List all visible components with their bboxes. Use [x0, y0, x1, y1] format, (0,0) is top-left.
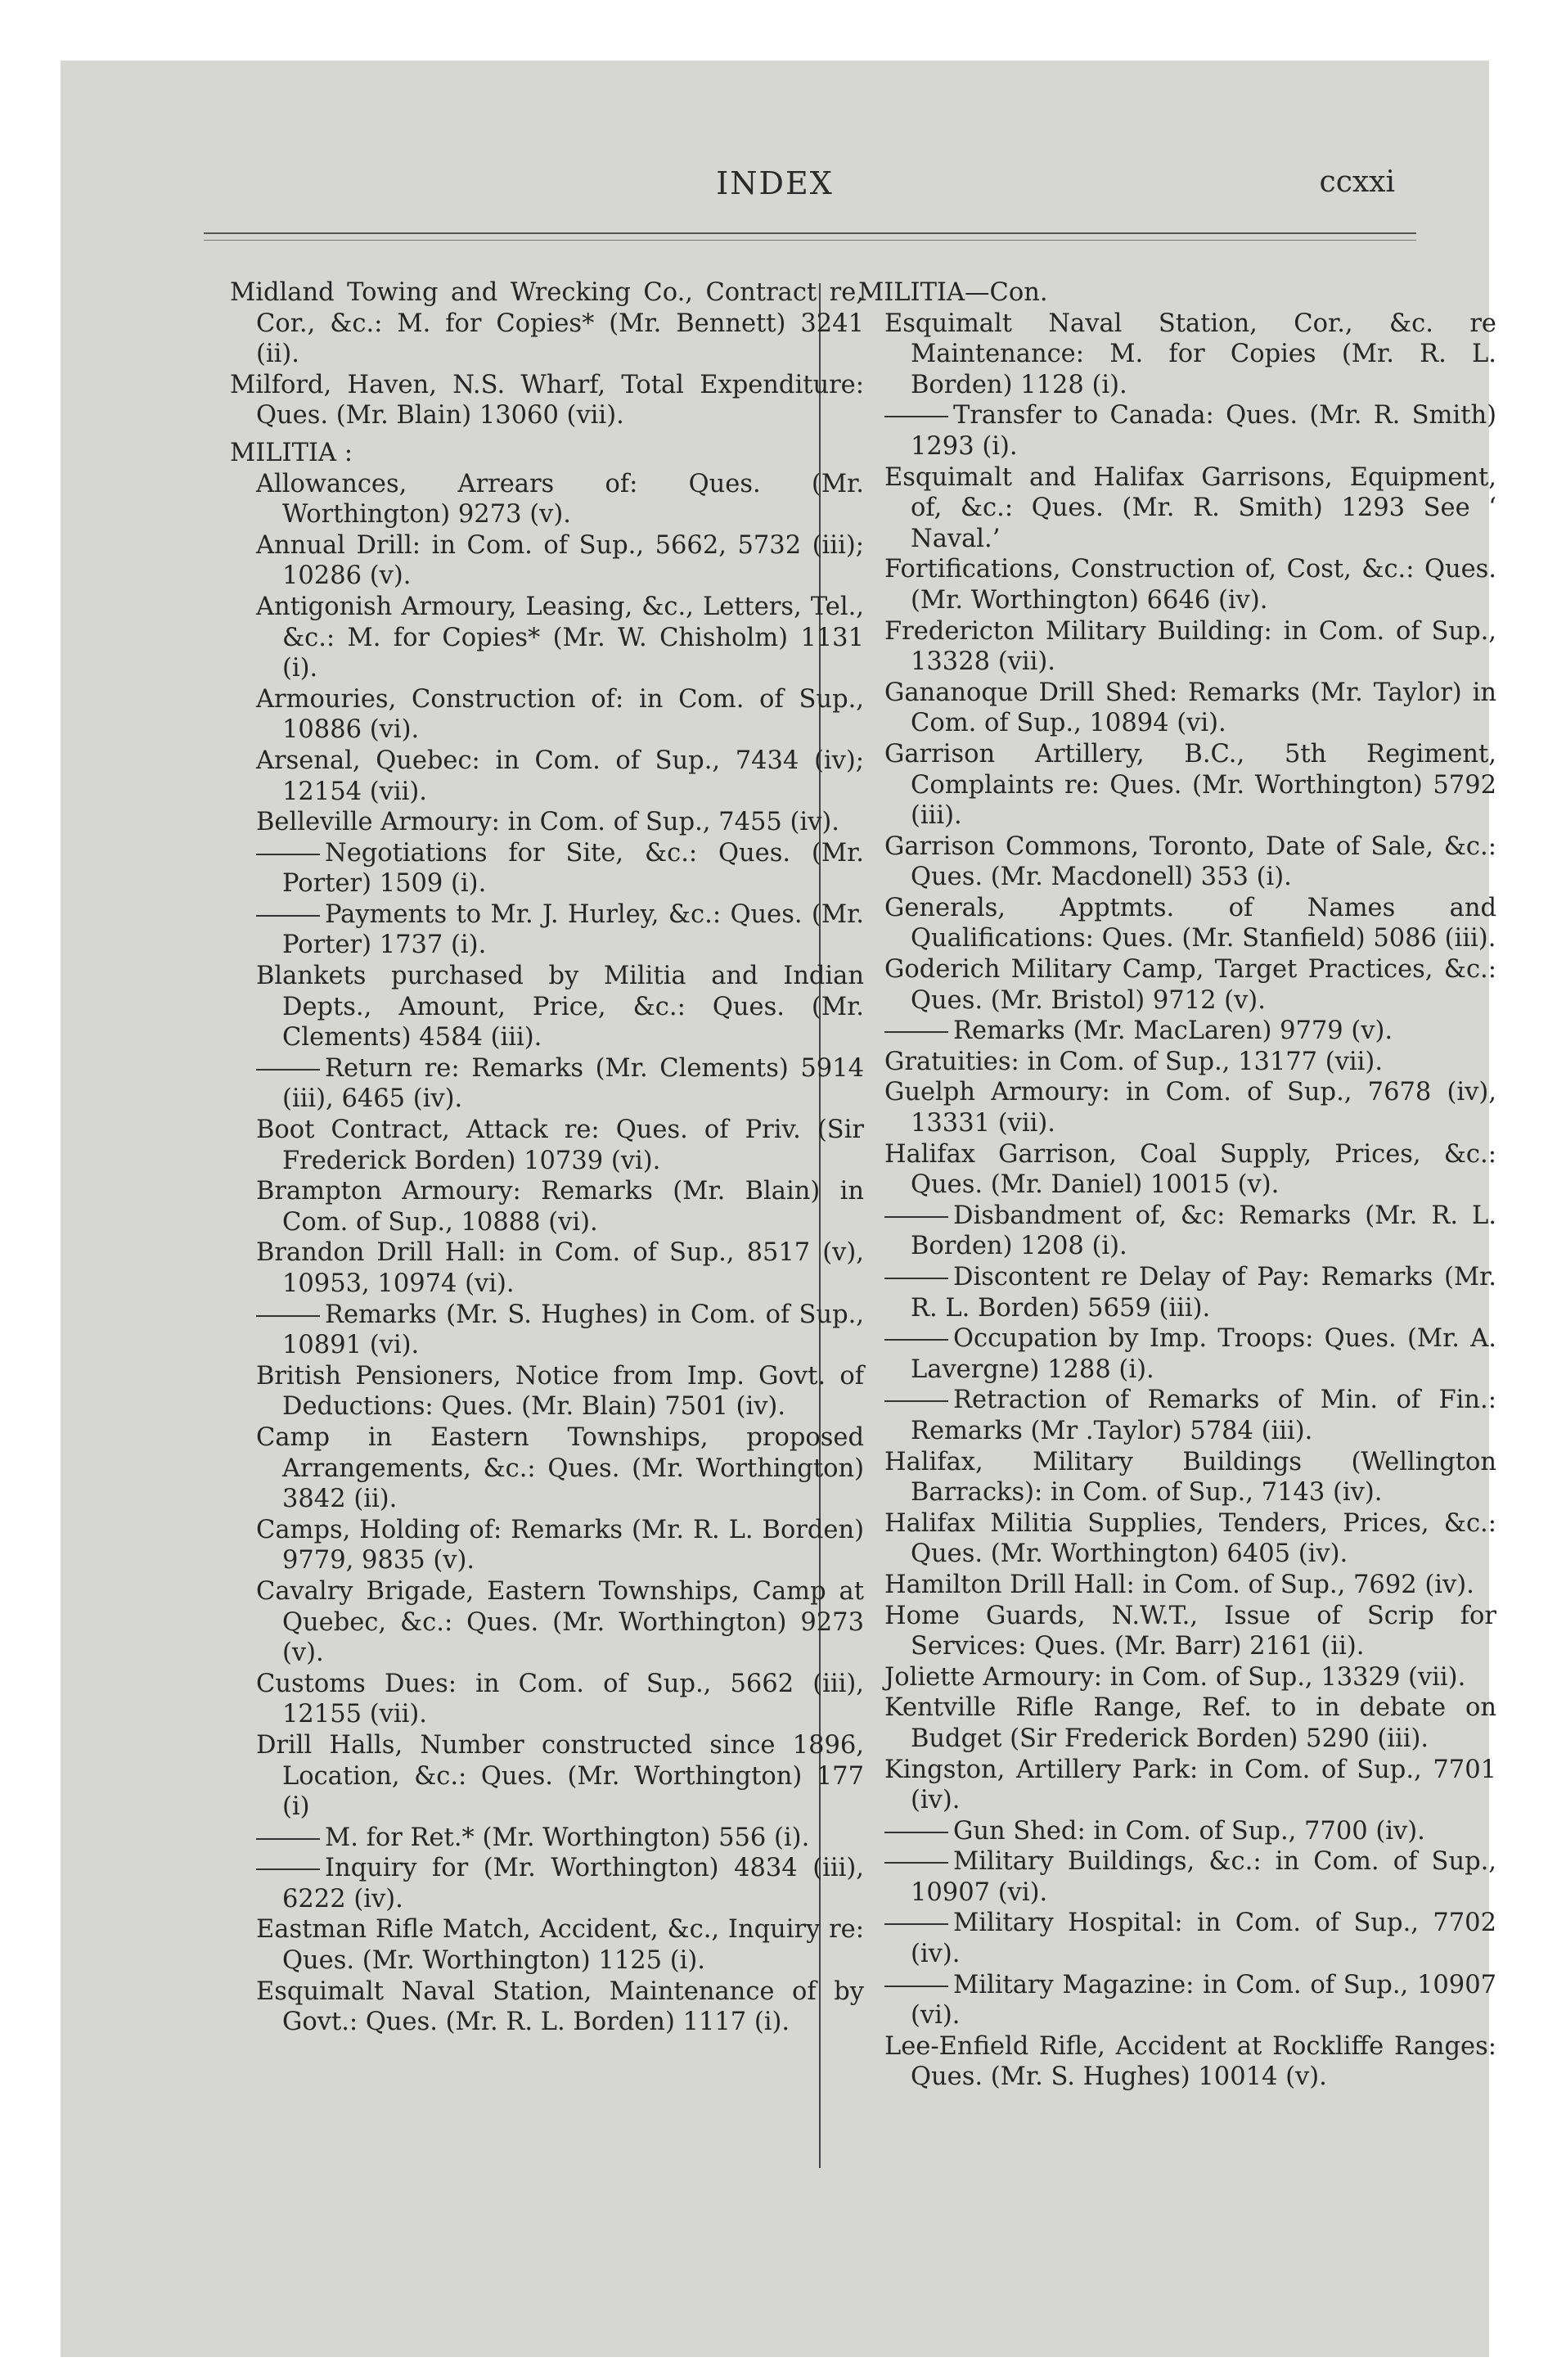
entry-text: Military Hospital: in Com. of Sup., 7702 (iv).: [911, 1909, 1496, 1969]
index-subentry: [884, 1846, 1496, 1908]
index-subentry: [884, 1816, 1496, 1847]
entry-text: Fortifications, Construction of, Cost, &c.: Ques. (Mr. Worthington) 6646 (iv).: [884, 555, 1496, 615]
index-subentry: [884, 1262, 1496, 1323]
entry-text: Goderich Military Camp, Target Practices, &c.: Ques. (Mr. Bristol) 9712 (v).: [884, 955, 1496, 1015]
ditto-dash: [884, 1986, 948, 1987]
entry-text: Boot Contract, Attack re: Ques. of Priv. (Sir Frederick Borden) 10739 (vi).: [256, 1116, 864, 1175]
index-entry: [256, 1115, 864, 1176]
ditto-dash: [884, 1216, 948, 1218]
entry-text: Belleville Armoury: in Com. of Sup., 7455 (iv).: [256, 808, 839, 837]
entry-text: Cavalry Brigade, Eastern Townships, Camp at Quebec, &c.: Ques. (Mr. Worthington) 9273 (v).: [256, 1576, 864, 1668]
entry-text: Kingston, Artillery Park: in Com. of Sup., 7701 (iv).: [884, 1755, 1496, 1815]
index-entry: [256, 1176, 864, 1237]
entry-text: Transfer to Canada: Ques. (Mr. R. Smith) 1293 (i).: [911, 401, 1496, 461]
entry-text: Arsenal, Quebec: in Com. of Sup., 7434 (iv); 12154 (vii).: [256, 746, 864, 806]
ditto-dash: [884, 416, 948, 417]
index-subentry: [884, 1908, 1496, 1969]
index-subentry: [256, 1300, 864, 1361]
entry-text: Inquiry for (Mr. Worthington) 4834 (iii), 6222 (iv).: [282, 1854, 864, 1913]
entry-text: Esquimalt Naval Station, Cor., &c. re Maintenance: M. for Copies (Mr. R. L. Borden) 1128 (i).: [884, 309, 1496, 399]
entry-text: Brandon Drill Hall: in Com. of Sup., 8517 (v), 10953, 10974 (vi).: [256, 1238, 864, 1298]
index-entry: [884, 893, 1496, 954]
index-subentry: [256, 1853, 864, 1914]
index-entry: [256, 1576, 864, 1669]
ditto-dash: [884, 1400, 948, 1402]
entry-text: Halifax, Military Buildings (Wellington Barracks): in Com. of Sup., 7143 (iv).: [884, 1447, 1496, 1508]
index-entry: [884, 954, 1496, 1016]
index-subentry: [884, 1323, 1496, 1385]
ditto-dash: [256, 1868, 320, 1870]
index-entry: [884, 1508, 1496, 1570]
index-entry: [884, 739, 1496, 832]
entry-text: Antigonish Armoury, Leasing, &c., Letters, Tel., &c.: M. for Copies* (Mr. W. Chisholm) 1131 (i).: [256, 592, 864, 683]
index-entry: [256, 807, 864, 838]
entry-text: Military Magazine: in Com. of Sup., 10907 (vi).: [911, 1970, 1496, 2031]
entry-text: Esquimalt and Halifax Garrisons, Equipment, of, &c.: Ques. (Mr. R. Smith) 1293 See ‘ Naval.’: [884, 462, 1496, 553]
entry-text: M. for Ret.* (Mr. Worthington) 556 (i).: [325, 1823, 810, 1852]
entry-text: Fredericton Military Building: in Com. of Sup., 13328 (vii).: [884, 616, 1496, 677]
ditto-dash: [256, 854, 320, 855]
index-entry: [884, 832, 1496, 893]
entry-text: Eastman Rifle Match, Accident, &c., Inquiry re: Ques. (Mr. Worthington) 1125 (i).: [256, 1915, 864, 1976]
entry-text: Annual Drill: in Com. of Sup., 5662, 5732 (iii); 10286 (v).: [256, 530, 864, 591]
ditto-dash: [884, 1923, 948, 1925]
entry-text: Lee-Enfield Rifle, Accident at Rockliffe Ranges: Ques. (Mr. S. Hughes) 10014 (v).: [884, 2031, 1496, 2092]
index-subentry: [256, 1823, 864, 1854]
entry-text: Remarks (Mr. S. Hughes) in Com. of Sup., 10891 (vi).: [282, 1300, 864, 1360]
entry-text: Allowances, Arrears of: Ques. (Mr. Worthington) 9273 (v).: [256, 469, 864, 530]
index-entry: [256, 1669, 864, 1730]
entry-text: Brampton Armoury: Remarks (Mr. Blain) in Com. of Sup., 10888 (vi).: [256, 1177, 864, 1237]
ditto-dash: [256, 915, 320, 917]
index-entry: Milford, Haven, N.S. Wharf, Total Expenditure: Ques. (Mr. Blain) 13060 (vii).: [230, 370, 864, 430]
index-entry: [884, 616, 1496, 678]
page-number: ccxxi: [1319, 165, 1395, 199]
index-subentry: [884, 400, 1496, 462]
index-entry: [884, 462, 1496, 555]
entry-text: Negotiations for Site, &c.: Ques. (Mr. Porter) 1509 (i).: [282, 838, 864, 899]
index-entry: [884, 1047, 1496, 1078]
entry-text: Remarks (Mr. MacLaren) 9779 (v).: [953, 1016, 1393, 1046]
entry-text: Gratuities: in Com. of Sup., 13177 (vii).: [884, 1047, 1384, 1076]
ditto-dash: [884, 1278, 948, 1279]
index-entry: [884, 2031, 1496, 2093]
entry-text: Generals, Apptmts. of Names and Qualifications: Ques. (Mr. Stanfield) 5086 (iii).: [884, 893, 1496, 953]
entry-text: Camps, Holding of: Remarks (Mr. R. L. Borden) 9779, 9835 (v).: [256, 1515, 864, 1575]
entry-text: Gun Shed: in Com. of Sup., 7700 (iv).: [953, 1816, 1425, 1846]
index-entry: [256, 1977, 864, 2038]
entry-text: Garrison Artillery, B.C., 5th Regiment, Complaints re: Ques. (Mr. Worthington) 5792 (iii).: [884, 739, 1496, 831]
index-entry: [884, 1077, 1496, 1138]
index-entry: [256, 1237, 864, 1299]
entry-text: Hamilton Drill Hall: in Com. of Sup., 7692 (iv).: [884, 1570, 1474, 1599]
entry-text: Drill Halls, Number constructed since 1896, Location, &c.: Ques. (Mr. Worthington) 177 (i): [256, 1730, 864, 1822]
entry-text: Kentville Rifle Range, Ref. to in debate on Budget (Sir Frederick Borden) 5290 (iii).: [884, 1693, 1496, 1753]
index-subentry: [256, 1053, 864, 1115]
entry-text: Armouries, Construction of: in Com. of Sup., 10886 (vi).: [256, 684, 864, 745]
page-header: [61, 165, 1489, 206]
index-entry: [256, 1914, 864, 1976]
index-subentry: [884, 1970, 1496, 2031]
index-entry: [256, 1422, 864, 1515]
entry-text: Halifax Militia Supplies, Tenders, Prices, &c.: Ques. (Mr. Worthington) 6405 (iv).: [884, 1508, 1496, 1569]
index-entry: [884, 1447, 1496, 1508]
entry-text: Home Guards, N.W.T., Issue of Scrip for Services: Ques. (Mr. Barr) 2161 (ii).: [884, 1601, 1496, 1661]
left-column: [230, 277, 864, 2038]
index-entry: [884, 1570, 1496, 1601]
index-entry: [256, 1730, 864, 1823]
index-entry: [884, 1662, 1496, 1693]
index-entry: [884, 1139, 1496, 1201]
militia-continued-list: [858, 309, 1496, 2093]
index-entry: [884, 1601, 1496, 1662]
index-subentry: [256, 838, 864, 899]
ditto-dash: [884, 1031, 948, 1033]
index-entry: [884, 309, 1496, 401]
page-title: INDEX: [716, 165, 834, 201]
militia-entry-list: [230, 469, 864, 2038]
index-entry: [884, 554, 1496, 615]
index-subentry: [884, 1201, 1496, 1262]
section-heading: MILITIA—Con.: [858, 278, 1048, 307]
index-subentry: [884, 1016, 1496, 1047]
entry-text: Retraction of Remarks of Min. of Fin.: Remarks (Mr .Taylor) 5784 (iii).: [911, 1386, 1496, 1445]
entry-text: Guelph Armoury: in Com. of Sup., 7678 (iv), 13331 (vii).: [884, 1078, 1496, 1138]
index-entry: [884, 1755, 1496, 1816]
entry-text: Halifax Garrison, Coal Supply, Prices, &c.: Ques. (Mr. Daniel) 10015 (v).: [884, 1139, 1496, 1200]
ditto-dash: [884, 1339, 948, 1341]
entry-text: Return re: Remarks (Mr. Clements) 5914 (iii), 6465 (iv).: [282, 1053, 864, 1114]
entry-text: Discontent re Delay of Pay: Remarks (Mr. R. L. Borden) 5659 (iii).: [911, 1263, 1496, 1323]
entry-text: Payments to Mr. J. Hurley, &c.: Ques. (Mr. Porter) 1737 (i).: [282, 899, 864, 960]
index-entry: [256, 469, 864, 530]
index-entry: [256, 530, 864, 592]
index-entry: [256, 592, 864, 684]
ditto-dash: [884, 1862, 948, 1864]
entry-text: Blankets purchased by Militia and Indian Depts., Amount, Price, &c.: Ques. (Mr. Clements) 4584 (iii).: [256, 962, 864, 1053]
index-subentry: [884, 1385, 1496, 1446]
index-entry: Midland Towing and Wrecking Co., Contract re, Cor., &c.: M. for Copies* (Mr. Bennett) 3241 (ii).: [230, 278, 864, 369]
entry-text: Joliette Armoury: in Com. of Sup., 13329 (vii).: [884, 1662, 1466, 1692]
section-heading: MILITIA :: [230, 438, 353, 467]
entry-text: British Pensioners, Notice from Imp. Govt. of Deductions: Ques. (Mr. Blain) 7501 (iv).: [256, 1361, 864, 1422]
ditto-dash: [256, 1838, 320, 1840]
entry-text: Customs Dues: in Com. of Sup., 5662 (iii), 12155 (vii).: [256, 1669, 864, 1729]
entry-text: Camp in Eastern Townships, proposed Arrangements, &c.: Ques. (Mr. Worthington) 3842 (ii).: [256, 1422, 864, 1514]
index-entry: [884, 1693, 1496, 1754]
right-column: [858, 277, 1496, 2093]
header-rule: [204, 232, 1416, 234]
entry-text: Gananoque Drill Shed: Remarks (Mr. Taylor) in Com. of Sup., 10894 (vi).: [884, 678, 1496, 738]
entry-text: Garrison Commons, Toronto, Date of Sale, &c.: Ques. (Mr. Macdonell) 353 (i).: [884, 832, 1496, 892]
index-subentry: [256, 899, 864, 961]
index-entry: [884, 678, 1496, 739]
ditto-dash: [884, 1832, 948, 1833]
index-entry: [256, 1515, 864, 1576]
ditto-dash: [256, 1069, 320, 1071]
index-entry: [256, 961, 864, 1053]
entry-text: Occupation by Imp. Troops: Ques. (Mr. A. Lavergne) 1288 (i).: [911, 1324, 1496, 1384]
scanned-page: [61, 61, 1496, 2357]
ditto-dash: [256, 1315, 320, 1317]
index-entry: [256, 1361, 864, 1422]
header-rule-thin: [204, 240, 1416, 241]
entry-text: Military Buildings, &c.: in Com. of Sup., 10907 (vi).: [911, 1847, 1496, 1907]
index-entry: [256, 684, 864, 746]
index-entry: [256, 746, 864, 807]
entry-text: Disbandment of, &c: Remarks (Mr. R. L. Borden) 1208 (i).: [911, 1201, 1496, 1261]
entry-text: Esquimalt Naval Station, Maintenance of by Govt.: Ques. (Mr. R. L. Borden) 1117 (i).: [256, 1977, 864, 2037]
